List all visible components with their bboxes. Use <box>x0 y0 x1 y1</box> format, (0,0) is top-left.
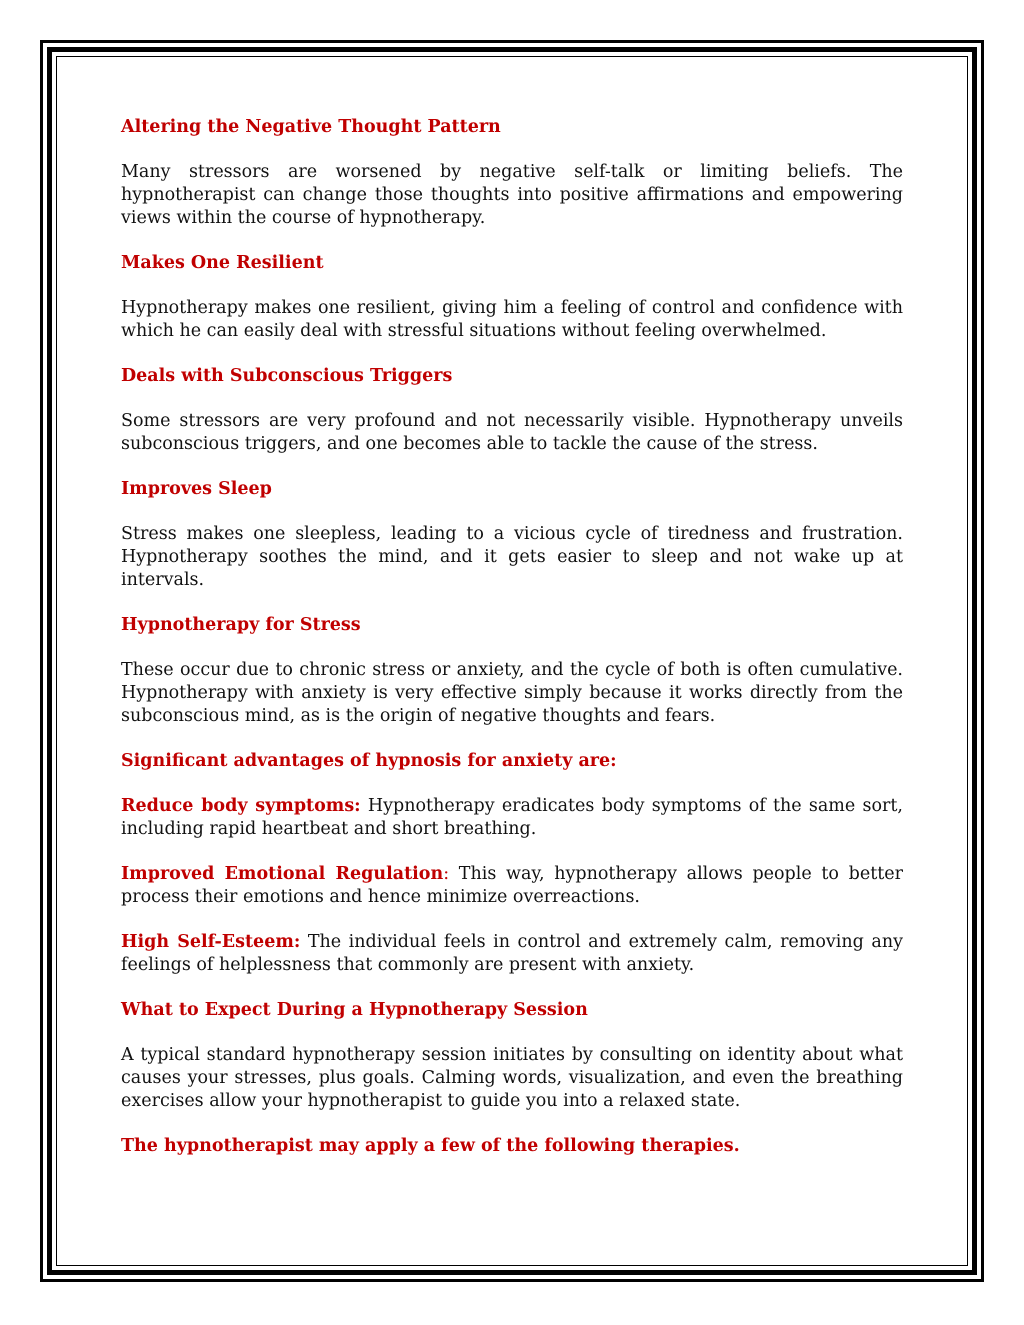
heading-makes-one-resilient: Makes One Resilient <box>121 253 324 273</box>
paragraph-subconscious-triggers: Some stressors are very profound and not necessarily visible. Hypnotherapy unveils subconscious triggers, and one becomes able to tackle the cause of the stress. <box>121 411 903 454</box>
advantage-lead: High Self-Esteem: <box>121 932 301 952</box>
advantage-text: Hypnotherapy eradicates body symptoms of the same sort, including rapid heartbeat and short breathing. <box>121 796 903 839</box>
heading-hypnotherapy-for-stress: Hypnotherapy for Stress <box>121 615 361 635</box>
heading-advantages: Significant advantages of hypnosis for anxiety are: <box>121 751 617 771</box>
paragraph-improves-sleep: Stress makes one sleepless, leading to a vicious cycle of tiredness and frustration. Hypnotherapy soothes the mind, and it gets easier to sleep and not wake up at intervals. <box>121 524 903 590</box>
paragraph-altering-negative-thought-pattern: Many stressors are worsened by negative self-talk or limiting beliefs. The hypnotherapist can change those thoughts into positive affirmations and empowering views within the course of hypnotherapy. <box>121 162 903 228</box>
advantage-text: This way, hypnotherapy allows people to better process their emotions and hence minimize overreactions. <box>121 864 903 907</box>
paragraph-hypnotherapy-for-stress: These occur due to chronic stress or anxiety, and the cycle of both is often cumulative. Hypnotherapy with anxiety is very effective simply because it works directly from the subconscious mind, as is the origin of negative thoughts and fears. <box>121 660 903 726</box>
document-body <box>121 116 903 1180</box>
advantage-text: The individual feels in control and extremely calm, removing any feelings of helplessness that commonly are present with anxiety. <box>121 932 903 975</box>
heading-subconscious-triggers: Deals with Subconscious Triggers <box>121 366 453 386</box>
advantage-item-emotional-regulation <box>121 863 903 909</box>
heading-following-therapies: The hypnotherapist may apply a few of the following therapies. <box>121 1136 740 1156</box>
advantage-item-reduce-body-symptoms <box>121 795 903 841</box>
advantage-lead-colon: : <box>443 864 450 884</box>
heading-what-to-expect: What to Expect During a Hypnotherapy Session <box>121 1000 588 1020</box>
paragraph-makes-one-resilient: Hypnotherapy makes one resilient, giving him a feeling of control and confidence with which he can easily deal with stressful situations without feeling overwhelmed. <box>121 298 903 341</box>
paragraph-what-to-expect: A typical standard hypnotherapy session initiates by consulting on identity about what causes your stresses, plus goals. Calming words, visualization, and even the breathing exercises allow your hypnotherapist to guide you into a relaxed state. <box>121 1045 903 1111</box>
advantage-item-high-self-esteem <box>121 931 903 977</box>
heading-altering-negative-thought-pattern: Altering the Negative Thought Pattern <box>121 117 501 137</box>
advantage-lead: Improved Emotional Regulation <box>121 864 444 884</box>
heading-improves-sleep: Improves Sleep <box>121 479 272 499</box>
advantage-lead: Reduce body symptoms: <box>121 796 361 816</box>
